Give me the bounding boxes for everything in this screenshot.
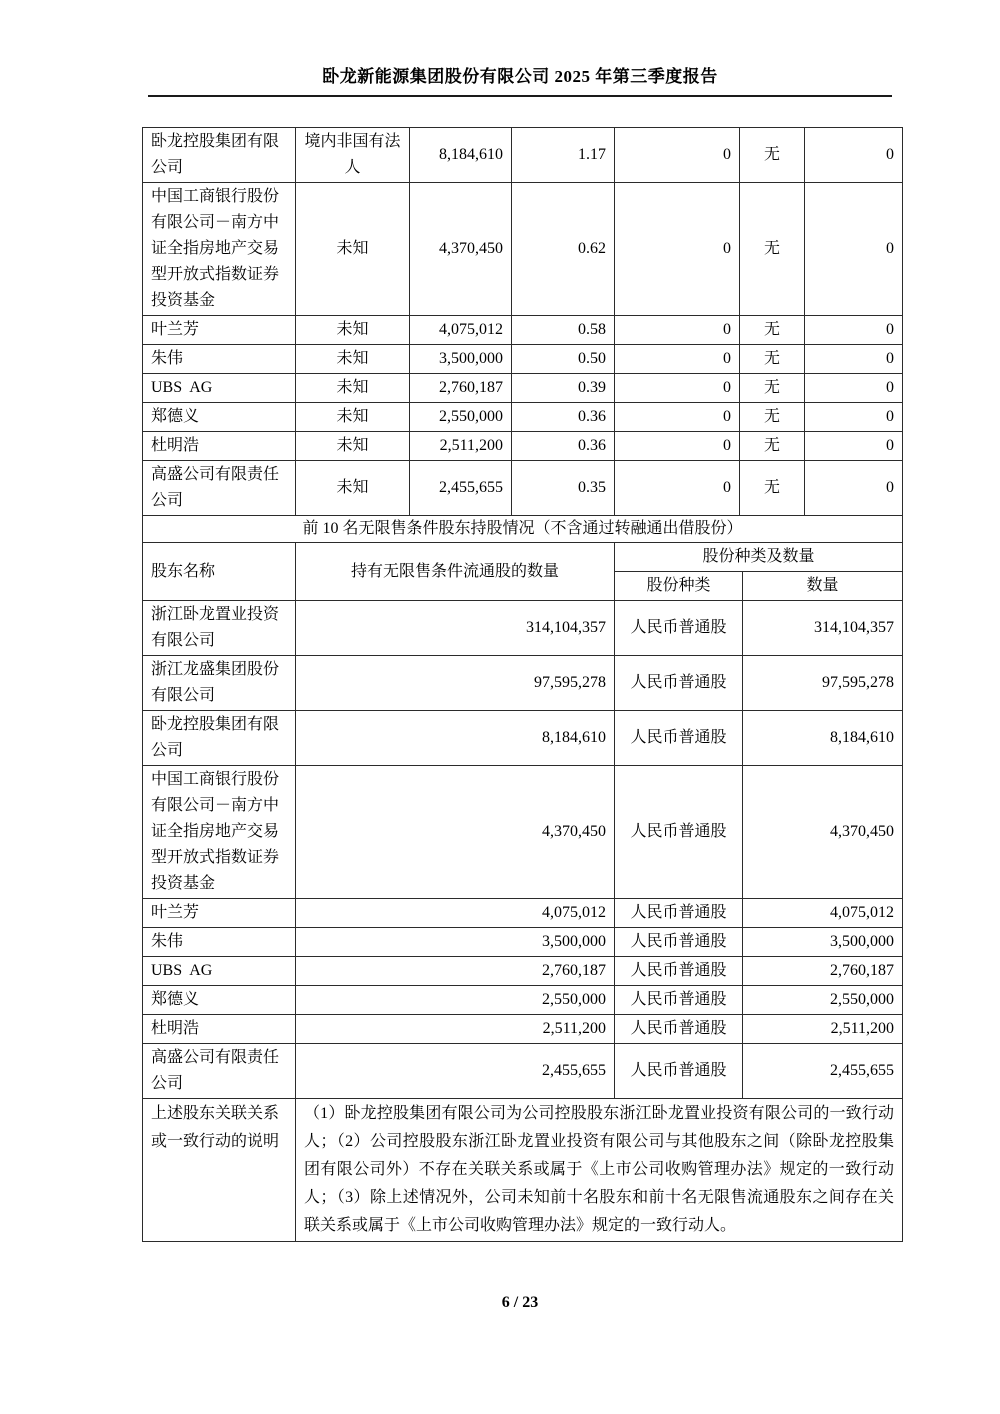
shares-held-cell: 4,370,450 bbox=[410, 183, 512, 316]
top10-shareholders-table bbox=[142, 127, 903, 516]
restricted-shares-cell: 0 bbox=[615, 403, 740, 432]
shareholder-nature-cell: 未知 bbox=[296, 345, 410, 374]
share-type-cell: 人民币普通股 bbox=[615, 899, 743, 928]
restricted-shares-cell: 0 bbox=[615, 345, 740, 374]
pledge-status-cell: 无 bbox=[740, 461, 805, 516]
shareholder-name-cell: 卧龙控股集团有限公司 bbox=[143, 711, 296, 766]
pledge-qty-cell: 0 bbox=[805, 345, 903, 374]
pledge-status-cell: 无 bbox=[740, 345, 805, 374]
qty-cell: 2,455,655 bbox=[743, 1044, 903, 1099]
col-header-share-type: 股份种类 bbox=[615, 572, 743, 601]
circulating-qty-cell: 8,184,610 bbox=[296, 711, 615, 766]
shareholder-name-cell: 卧龙控股集团有限公司 bbox=[143, 128, 296, 183]
shareholder-name-cell: 郑德义 bbox=[143, 403, 296, 432]
shareholder-name-cell: 朱伟 bbox=[143, 345, 296, 374]
shares-held-cell: 2,550,000 bbox=[410, 403, 512, 432]
qty-cell: 8,184,610 bbox=[743, 711, 903, 766]
circulating-qty-cell: 314,104,357 bbox=[296, 601, 615, 656]
pledge-qty-cell: 0 bbox=[805, 183, 903, 316]
qty-cell: 4,370,450 bbox=[743, 766, 903, 899]
shares-held-cell: 2,760,187 bbox=[410, 374, 512, 403]
shareholder-nature-cell: 未知 bbox=[296, 403, 410, 432]
note-text: （1）卧龙控股集团有限公司为公司控股股东浙江卧龙置业投资有限公司的一致行动人；（2）公司控股股东浙江卧龙置业投资有限公司与其他股东之间（除卧龙控股集团有限公司外）不存在关联关系或属于《上市公司收购管理办法》规定的一致行动人；（3）除上述情况外，公司未知前十名股东和前十名无限售流通股东之间存在关联关系或属于《上市公司收购管理办法》规定的一致行动人。 bbox=[296, 1099, 903, 1242]
shareholder-name-cell: 杜明浩 bbox=[143, 1015, 296, 1044]
pledge-qty-cell: 0 bbox=[805, 461, 903, 516]
holding-ratio-cell: 0.62 bbox=[512, 183, 615, 316]
table-row bbox=[143, 656, 903, 711]
circulating-qty-cell: 4,075,012 bbox=[296, 899, 615, 928]
related-party-note-row bbox=[143, 1099, 903, 1242]
shareholder-tables bbox=[142, 127, 902, 1242]
pledge-status-cell: 无 bbox=[740, 403, 805, 432]
share-type-cell: 人民币普通股 bbox=[615, 986, 743, 1015]
shareholder-name-cell: 朱伟 bbox=[143, 928, 296, 957]
qty-cell: 2,511,200 bbox=[743, 1015, 903, 1044]
pledge-status-cell: 无 bbox=[740, 316, 805, 345]
col-header-circulating-qty: 持有无限售条件流通股的数量 bbox=[296, 543, 615, 601]
share-type-cell: 人民币普通股 bbox=[615, 656, 743, 711]
table-row bbox=[143, 128, 903, 183]
circulating-qty-cell: 4,370,450 bbox=[296, 766, 615, 899]
table-row bbox=[143, 432, 903, 461]
top10-shareholders-body bbox=[143, 128, 903, 516]
qty-cell: 314,104,357 bbox=[743, 601, 903, 656]
table-row bbox=[143, 1044, 903, 1099]
shareholder-name-cell: 郑德义 bbox=[143, 986, 296, 1015]
share-type-cell: 人民币普通股 bbox=[615, 1015, 743, 1044]
table-row bbox=[143, 316, 903, 345]
shareholder-name-cell: 中国工商银行股份有限公司－南方中证全指房地产交易型开放式指数证券投资基金 bbox=[143, 183, 296, 316]
page-header-title: 卧龙新能源集团股份有限公司 2025 年第三季度报告 bbox=[322, 67, 718, 86]
table-row bbox=[143, 899, 903, 928]
unrestricted-shareholders-table bbox=[142, 515, 903, 1242]
section-title: 前 10 名无限售条件股东持股情况（不含通过转融通出借股份） bbox=[143, 516, 903, 543]
share-type-cell: 人民币普通股 bbox=[615, 711, 743, 766]
table-row bbox=[143, 461, 903, 516]
pledge-qty-cell: 0 bbox=[805, 316, 903, 345]
shares-held-cell: 2,511,200 bbox=[410, 432, 512, 461]
pledge-status-cell: 无 bbox=[740, 183, 805, 316]
shareholder-name-cell: 叶兰芳 bbox=[143, 899, 296, 928]
table-row bbox=[143, 711, 903, 766]
share-type-cell: 人民币普通股 bbox=[615, 766, 743, 899]
unrestricted-shareholders-body bbox=[143, 601, 903, 1099]
table2-header-row-1 bbox=[143, 543, 903, 572]
shareholder-name-cell: UBS AG bbox=[143, 374, 296, 403]
table-row bbox=[143, 928, 903, 957]
share-type-cell: 人民币普通股 bbox=[615, 928, 743, 957]
holding-ratio-cell: 0.36 bbox=[512, 432, 615, 461]
col-header-qty: 数量 bbox=[743, 572, 903, 601]
shareholder-name-cell: 杜明浩 bbox=[143, 432, 296, 461]
shareholder-name-cell: UBS AG bbox=[143, 957, 296, 986]
holding-ratio-cell: 0.50 bbox=[512, 345, 615, 374]
pledge-status-cell: 无 bbox=[740, 432, 805, 461]
table-row bbox=[143, 986, 903, 1015]
holding-ratio-cell: 0.35 bbox=[512, 461, 615, 516]
holding-ratio-cell: 0.58 bbox=[512, 316, 615, 345]
qty-cell: 3,500,000 bbox=[743, 928, 903, 957]
header-divider bbox=[148, 95, 892, 97]
col-header-type-and-qty: 股份种类及数量 bbox=[615, 543, 903, 572]
qty-cell: 2,550,000 bbox=[743, 986, 903, 1015]
table-row bbox=[143, 345, 903, 374]
pledge-qty-cell: 0 bbox=[805, 403, 903, 432]
table-row bbox=[143, 957, 903, 986]
pledge-status-cell: 无 bbox=[740, 128, 805, 183]
table-row bbox=[143, 601, 903, 656]
share-type-cell: 人民币普通股 bbox=[615, 1044, 743, 1099]
holding-ratio-cell: 1.17 bbox=[512, 128, 615, 183]
share-type-cell: 人民币普通股 bbox=[615, 957, 743, 986]
qty-cell: 4,075,012 bbox=[743, 899, 903, 928]
circulating-qty-cell: 3,500,000 bbox=[296, 928, 615, 957]
shareholder-nature-cell: 未知 bbox=[296, 316, 410, 345]
shares-held-cell: 4,075,012 bbox=[410, 316, 512, 345]
circulating-qty-cell: 2,550,000 bbox=[296, 986, 615, 1015]
restricted-shares-cell: 0 bbox=[615, 316, 740, 345]
circulating-qty-cell: 2,511,200 bbox=[296, 1015, 615, 1044]
restricted-shares-cell: 0 bbox=[615, 128, 740, 183]
shareholder-name-cell: 高盛公司有限责任公司 bbox=[143, 1044, 296, 1099]
circulating-qty-cell: 2,455,655 bbox=[296, 1044, 615, 1099]
restricted-shares-cell: 0 bbox=[615, 183, 740, 316]
table-row bbox=[143, 183, 903, 316]
shareholder-name-cell: 中国工商银行股份有限公司－南方中证全指房地产交易型开放式指数证券投资基金 bbox=[143, 766, 296, 899]
shareholder-nature-cell: 未知 bbox=[296, 432, 410, 461]
holding-ratio-cell: 0.39 bbox=[512, 374, 615, 403]
shareholder-name-cell: 浙江龙盛集团股份有限公司 bbox=[143, 656, 296, 711]
restricted-shares-cell: 0 bbox=[615, 432, 740, 461]
circulating-qty-cell: 97,595,278 bbox=[296, 656, 615, 711]
qty-cell: 2,760,187 bbox=[743, 957, 903, 986]
shareholder-name-cell: 叶兰芳 bbox=[143, 316, 296, 345]
shares-held-cell: 3,500,000 bbox=[410, 345, 512, 374]
pledge-qty-cell: 0 bbox=[805, 432, 903, 461]
shares-held-cell: 2,455,655 bbox=[410, 461, 512, 516]
shares-held-cell: 8,184,610 bbox=[410, 128, 512, 183]
shareholder-nature-cell: 境内非国有法人 bbox=[296, 128, 410, 183]
table-row bbox=[143, 1015, 903, 1044]
qty-cell: 97,595,278 bbox=[743, 656, 903, 711]
shareholder-name-cell: 高盛公司有限责任公司 bbox=[143, 461, 296, 516]
circulating-qty-cell: 2,760,187 bbox=[296, 957, 615, 986]
note-label: 上述股东关联关系或一致行动的说明 bbox=[143, 1099, 296, 1242]
pledge-qty-cell: 0 bbox=[805, 128, 903, 183]
pledge-qty-cell: 0 bbox=[805, 374, 903, 403]
pledge-status-cell: 无 bbox=[740, 374, 805, 403]
section-title-row bbox=[143, 516, 903, 543]
share-type-cell: 人民币普通股 bbox=[615, 601, 743, 656]
restricted-shares-cell: 0 bbox=[615, 374, 740, 403]
page-number: 6 / 23 bbox=[501, 1294, 539, 1311]
col-header-shareholder-name: 股东名称 bbox=[143, 543, 296, 601]
shareholder-nature-cell: 未知 bbox=[296, 374, 410, 403]
shareholder-nature-cell: 未知 bbox=[296, 183, 410, 316]
table-row bbox=[143, 374, 903, 403]
table-row bbox=[143, 766, 903, 899]
shareholder-name-cell: 浙江卧龙置业投资有限公司 bbox=[143, 601, 296, 656]
shareholder-nature-cell: 未知 bbox=[296, 461, 410, 516]
holding-ratio-cell: 0.36 bbox=[512, 403, 615, 432]
table-row bbox=[143, 403, 903, 432]
restricted-shares-cell: 0 bbox=[615, 461, 740, 516]
